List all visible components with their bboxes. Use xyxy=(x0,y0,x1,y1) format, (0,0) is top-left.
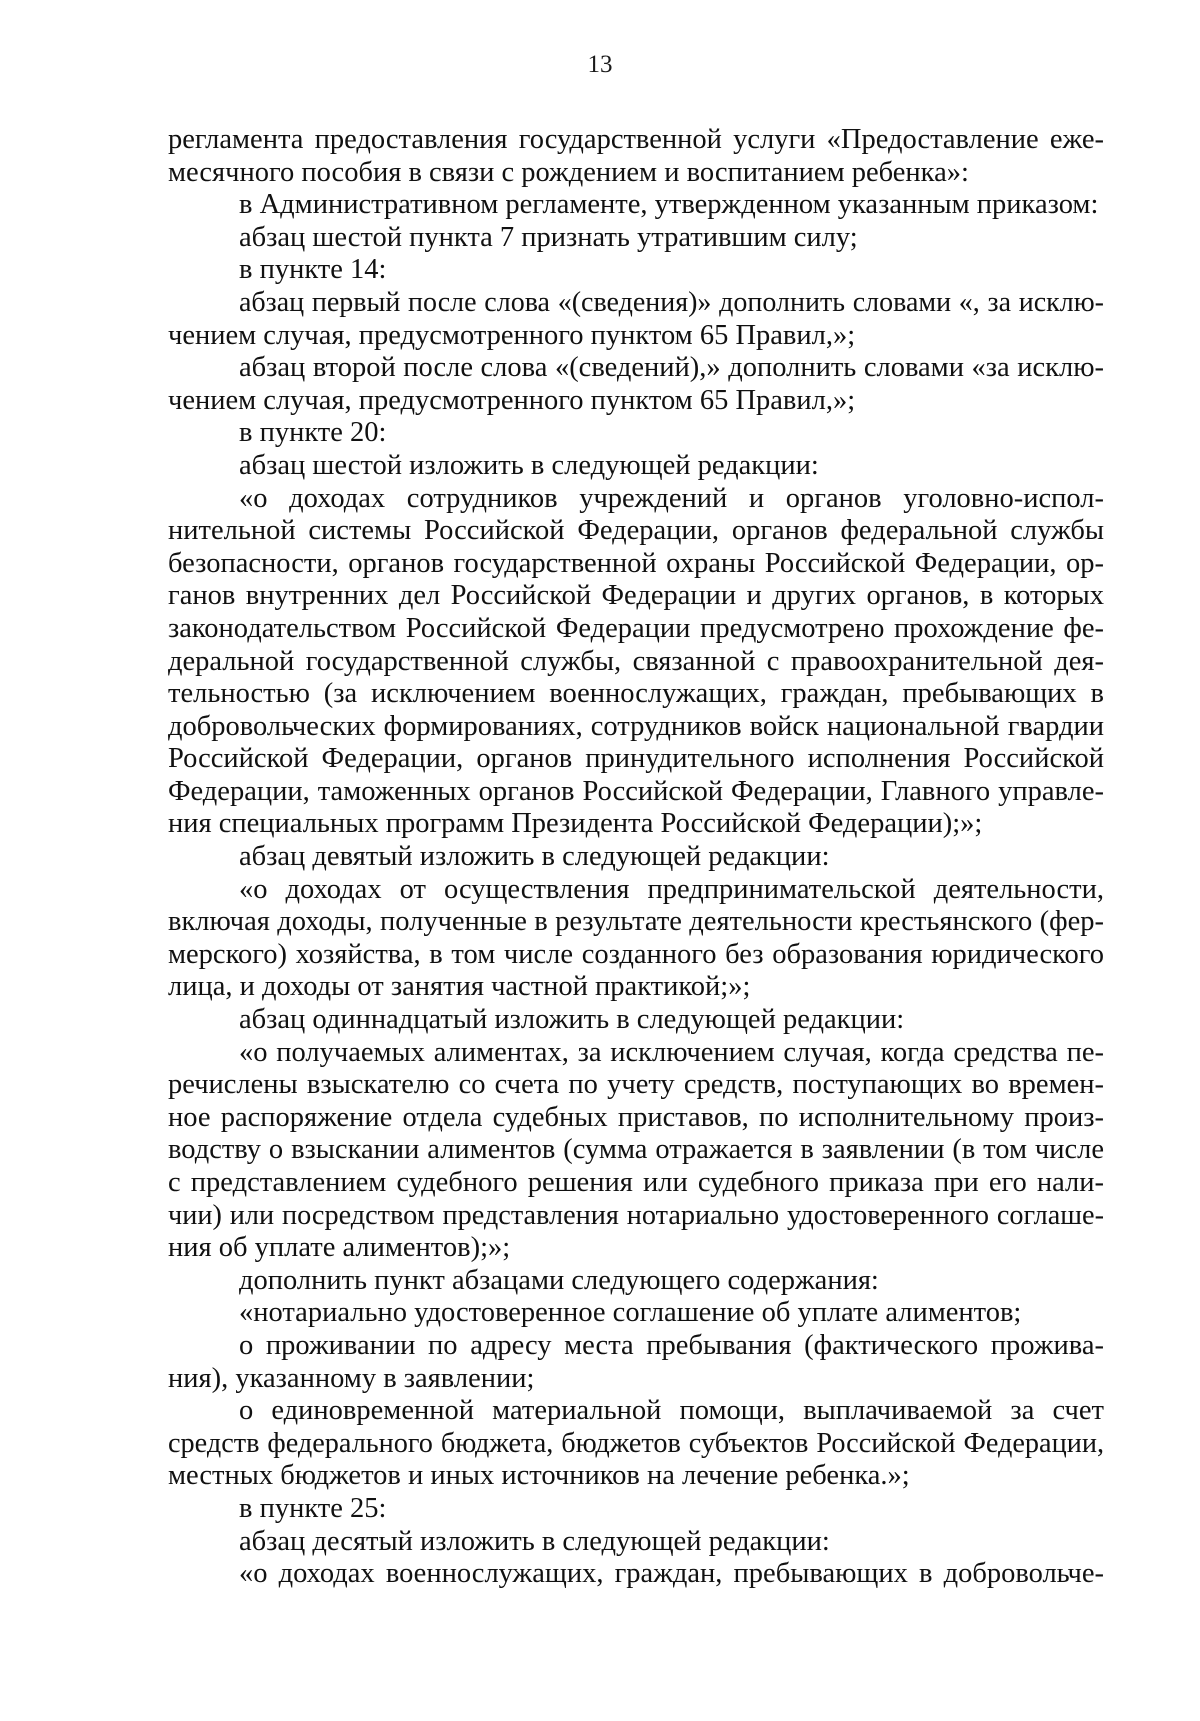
text-line: мерского) хозяйства, в том числе созданного без образования юридического xyxy=(168,938,1104,970)
text-line: «о доходах сотрудников учреждений и органов уголовно-испол- xyxy=(239,482,1104,514)
text-line: «нотариально удостоверенное соглашение об уплате алиментов; xyxy=(239,1297,1022,1329)
text-line: деральной государственной службы, связанной с правоохранительной дея- xyxy=(168,645,1104,677)
text-line: абзац одиннадцатый изложить в следующей редакции: xyxy=(239,1004,905,1036)
text-line: водству о взыскании алиментов (сумма отражается в заявлении (в том числе xyxy=(168,1134,1104,1166)
text-line: ганов внутренних дел Российской Федерации и других органов, в которых xyxy=(168,580,1104,612)
text-line: ное распоряжение отдела судебных приставов, по исполнительному произ- xyxy=(168,1101,1104,1133)
text-line: в пункте 20: xyxy=(239,417,387,449)
text-line: чением случая, предусмотренного пунктом 65 Правил,»; xyxy=(168,384,856,416)
text-line: Федерации, таможенных органов Российской Федерации, Главного управле- xyxy=(168,775,1104,807)
text-line: с представлением судебного решения или судебного приказа при его нали- xyxy=(168,1167,1104,1198)
text-line: в Административном регламенте, утвержденном указанным приказом: xyxy=(239,189,1099,221)
text-line: дополнить пункт абзацами следующего содержания: xyxy=(239,1264,879,1296)
document-body xyxy=(168,124,1104,1591)
text-line: о проживании по адресу места пребывания (фактического прожива- xyxy=(239,1329,1104,1361)
text-line: добровольческих формированиях, сотрудников войск национальной гвардии xyxy=(168,710,1104,742)
text-line: законодательством Российской Федерации предусмотрено прохождение фе- xyxy=(168,612,1104,644)
text-line: ния специальных программ Президента Российской Федерации);»; xyxy=(168,808,983,840)
text-line: средств федерального бюджета, бюджетов субъектов Российской Федерации, xyxy=(168,1427,1104,1459)
text-line: о единовременной материальной помощи, выплачиваемой за счет xyxy=(239,1395,1104,1427)
text-line: «о получаемых алиментах, за исключением случая, когда средства пе- xyxy=(239,1036,1104,1068)
text-line: местных бюджетов и иных источников на лечение ребенка.»; xyxy=(168,1460,910,1492)
text-line: нительной системы Российской Федерации, органов федеральной службы xyxy=(168,515,1104,547)
text-line: Российской Федерации, органов принудительного исполнения Российской xyxy=(168,743,1104,775)
text-line: абзац первый после слова «(сведения)» дополнить словами «, за исклю- xyxy=(239,286,1104,318)
text-line: абзац девятый изложить в следующей редакции: xyxy=(239,841,830,873)
text-line: чением случая, предусмотренного пунктом 65 Правил,»; xyxy=(168,319,856,351)
text-line: ния), указанному в заявлении; xyxy=(168,1362,535,1394)
text-line: абзац второй после слова «(сведений),» дополнить словами «за исклю- xyxy=(239,352,1104,384)
text-line: в пункте 14: xyxy=(239,254,387,286)
text-line: в пункте 25: xyxy=(239,1492,387,1524)
text-line: тельностью (за исключением военнослужащих, граждан, пребывающих в xyxy=(168,678,1104,710)
text-line: ния об уплате алиментов);»; xyxy=(168,1232,511,1264)
text-line: абзац шестой пункта 7 признать утратившим силу; xyxy=(239,221,858,253)
text-line: месячного пособия в связи с рождением и воспитанием ребенка»: xyxy=(168,156,969,188)
text-line: речислены взыскателю со счета по учету средств, поступающих во времен- xyxy=(168,1069,1104,1101)
text-line: абзац шестой изложить в следующей редакции: xyxy=(239,449,819,481)
text-line: чии) или посредством представления нотариально удостоверенного соглаше- xyxy=(168,1199,1104,1231)
text-line: «о доходах военнослужащих, граждан, пребывающих в добровольче- xyxy=(239,1558,1104,1590)
text-line: регламента предоставления государственной услуги «Предоставление еже- xyxy=(168,124,1104,155)
text-line: «о доходах от осуществления предпринимательской деятельности, xyxy=(239,873,1104,905)
text-line: включая доходы, полученные в результате деятельности крестьянского (фер- xyxy=(168,906,1104,938)
text-line: безопасности, органов государственной охраны Российской Федерации, ор- xyxy=(168,547,1104,579)
text-line: абзац десятый изложить в следующей редакции: xyxy=(239,1525,830,1557)
text-line: лица, и доходы от занятия частной практикой;»; xyxy=(168,971,751,1003)
page-number: 13 xyxy=(587,51,613,78)
